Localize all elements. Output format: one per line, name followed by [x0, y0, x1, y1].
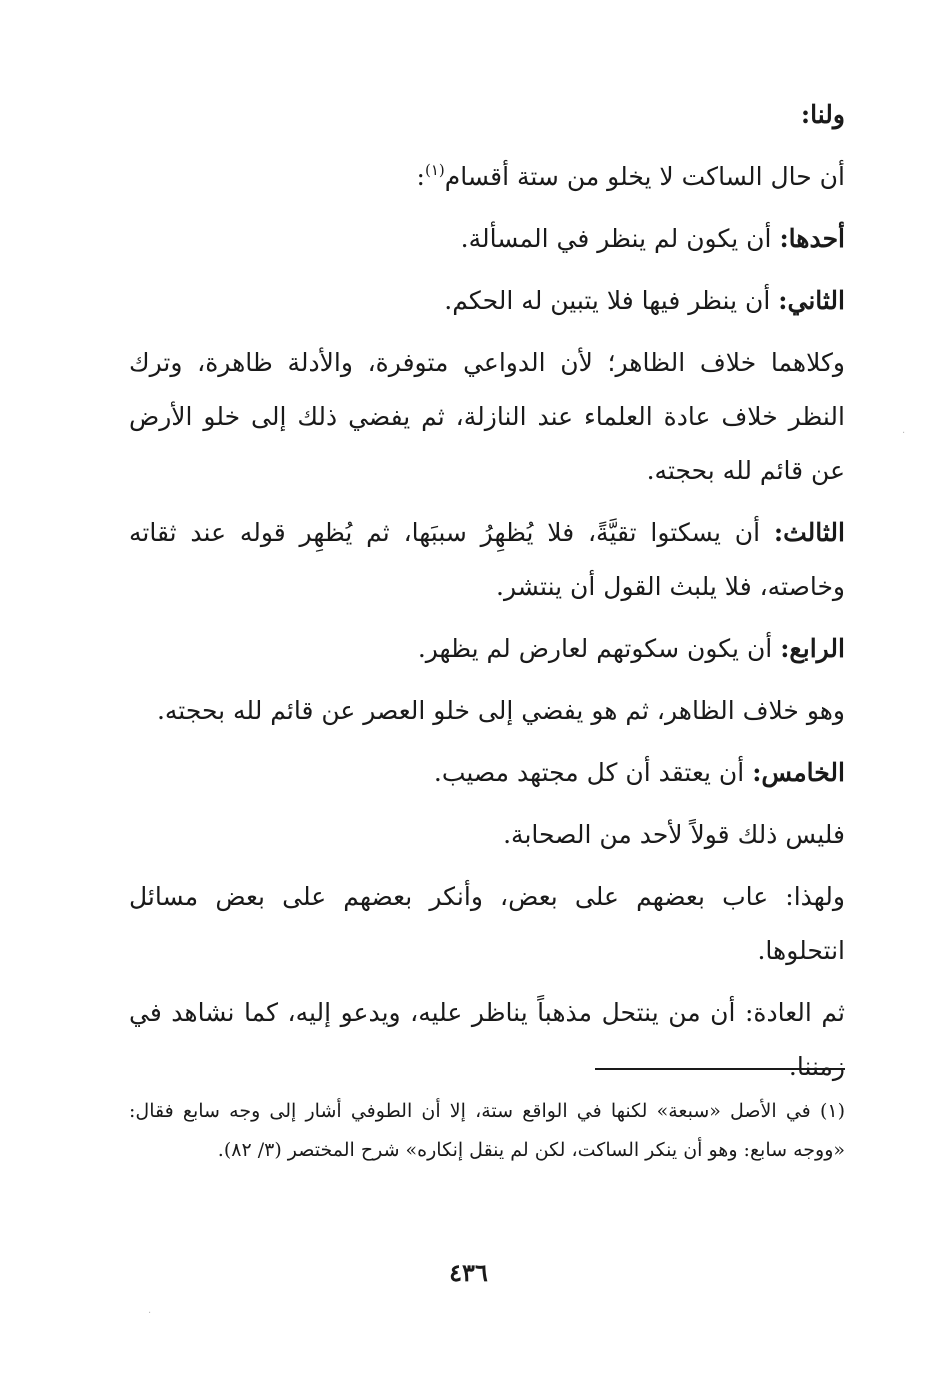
- custom-text: ثم العادة: أن من ينتحل مذهباً يناظر عليه، ويدعو إليه، كما نشاهد في زمننا.: [129, 998, 845, 1081]
- third-label: الثالث:: [773, 518, 845, 547]
- second-label: الثاني:: [778, 286, 845, 315]
- reproach-text: ولهذا: عاب بعضهم على بعض، وأنكر بعضهم على بعض مسائل انتحلوها.: [129, 882, 845, 965]
- paragraph-first: [129, 212, 845, 266]
- fourth-comment-text: وهو خلاف الظاهر، ثم هو يفضي إلى خلو العصر عن قائم لله بحجته.: [156, 696, 845, 725]
- fifth-label: الخامس:: [752, 758, 845, 787]
- paragraph-fifth: [129, 746, 845, 800]
- third-text: أن يسكتوا تقيَّةً، فلا يُظهِرُ سببَها، ثم يُظهِر قوله عند ثقاته وخاصته، فلا يلبث القول أن ينتشر.: [129, 518, 845, 601]
- fourth-label: الرابع:: [780, 634, 845, 663]
- footnote-text: (١) في الأصل «سبعة» لكنها في الواقع ستة، إلا أن الطوفي أشار إلى وجه سابع فقال: «ووجه سابع: وهو أن ينكر الساكت، لكن لم ينقل إنكاره» شرح المختصر (٣/ ٨٢).: [129, 1100, 845, 1161]
- footnote: [129, 1092, 845, 1170]
- paragraph-reproach: [129, 870, 845, 978]
- margin-dot: ·: [148, 1308, 152, 1319]
- paragraph-heading: [129, 88, 845, 142]
- first-label: أحدها:: [779, 224, 845, 253]
- fourth-text: أن يكون سكوتهم لعارض لم يظهر.: [417, 634, 781, 663]
- paragraph-intro: [129, 150, 845, 204]
- main-text: [129, 88, 845, 1102]
- second-text: أن ينظر فيها فلا يتبين له الحكم.: [444, 286, 779, 315]
- paragraph-custom: [129, 986, 845, 1094]
- heading-text: ولنا:: [800, 100, 845, 129]
- both-contrary-text: وكلاهما خلاف الظاهر؛ لأن الدواعي متوفرة، والأدلة ظاهرة، وترك النظر خلاف عادة العلماء عند النازلة، ثم يفضي ذلك إلى خلو الأرض عن قائم لله بحجته.: [129, 348, 845, 485]
- paragraph-third: [129, 506, 845, 614]
- paragraph-fifth-comment: [129, 808, 845, 862]
- page-number: ٤٣٦: [449, 1258, 488, 1287]
- paragraph-both-contrary: [129, 336, 845, 498]
- paragraph-second: [129, 274, 845, 328]
- paragraph-fourth-comment: [129, 684, 845, 738]
- margin-dot: ·: [902, 428, 906, 439]
- fifth-comment-text: فليس ذلك قولاً لأحد من الصحابة.: [503, 820, 845, 849]
- first-text: أن يكون لم ينظر في المسألة.: [460, 224, 780, 253]
- footnote-reference[interactable]: (١): [424, 161, 445, 179]
- paragraph-fourth: [129, 622, 845, 676]
- intro-tail: :: [416, 162, 425, 191]
- footnote-separator: [595, 1068, 845, 1070]
- fifth-text: أن يعتقد أن كل مجتهد مصيب.: [433, 758, 753, 787]
- intro-text: أن حال الساكت لا يخلو من ستة أقسام: [444, 162, 845, 191]
